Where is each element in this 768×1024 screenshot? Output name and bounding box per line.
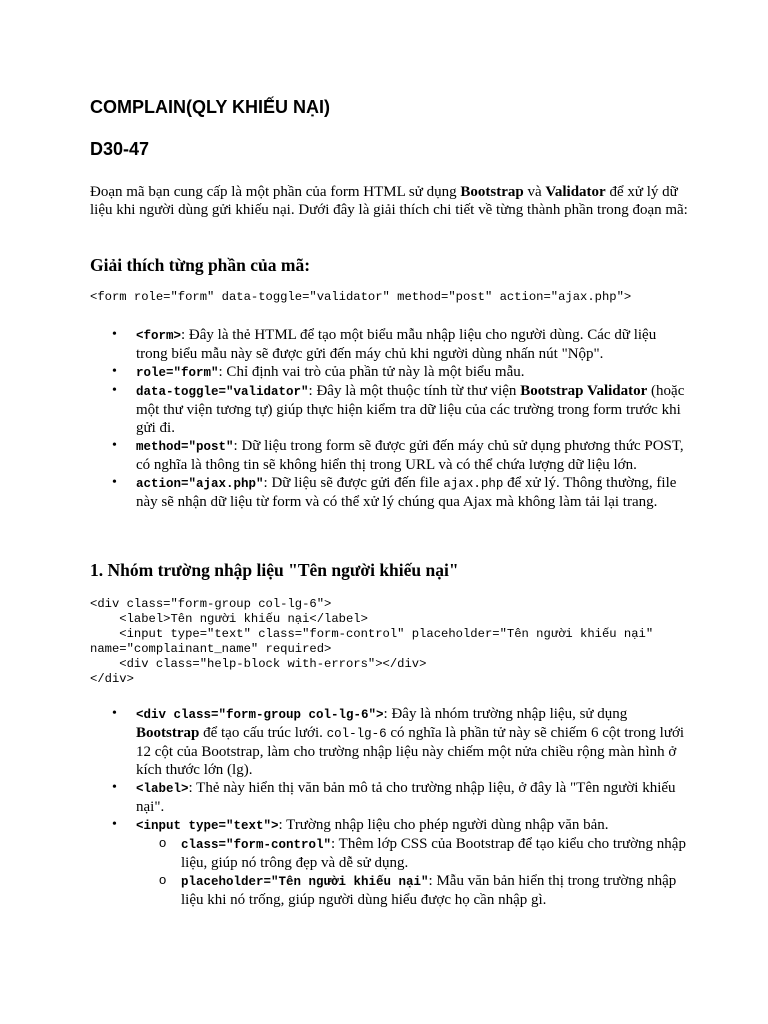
item-code: <div class="form-group col-lg-6"> [136,708,384,722]
item-code: role="form" [136,366,219,380]
group-code-block: <div class="form-group col-lg-6"> <label>Tên người khiếu nại</label> <input type="text" class="form-control" placeholder="Tên người khiếu nại" name="complainant_name" required> <div class="help-block with-errors"></div> </div> [90,597,654,686]
list-item [90,326,690,363]
item-code: <label> [136,782,189,796]
intro-bold-bootstrap: Bootstrap [460,184,524,200]
intro-paragraph [90,183,690,219]
intro-text-d: để xử lý dữ liệu khi người dùng gửi khiếu nại. Dưới đây là giải thích chi tiết về từng thành phần trong đoạn mã: [90,184,688,218]
item-code: data-toggle="validator" [136,385,309,399]
item-text: (hoặc một thư viện tương tự) giúp thực hiện kiểm tra dữ liệu của các trường trong form trước khi gửi đi. [136,383,685,436]
item-text: : Đây là một thuộc tính từ thư viện [308,383,521,399]
item-code: placeholder="Tên người khiếu nại" [181,875,429,889]
item-text: : Thêm lớp CSS của Bootstrap để tạo kiểu cho trường nhập liệu, giúp nó trông đẹp và dễ sử dụng. [181,836,686,871]
item-code: <form> [136,329,182,343]
sub-list-item [136,835,690,872]
list-item [90,437,690,474]
intro-text-a: Đoạn mã bạn cung cấp là một phần của form HTML sử dụng [90,184,461,200]
item-text: : Thẻ này hiển thị văn bản mô tả cho trường nhập liệu, ở đây là "Tên người khiếu nại". [136,780,676,815]
list-item [90,474,690,511]
list-item [90,705,690,779]
form-code-block: <form role="form" data-toggle="validator" method="post" action="ajax.php"> [90,290,632,304]
item-code: method="post" [136,440,234,454]
item-text: có nghĩa là phần tử này sẽ chiếm 6 cột trong lưới 12 cột của Bootstrap, làm cho trường nhập liệu này chiếm một nửa chiều rộng màn hình ở kích thước lớn (lg). [136,725,685,778]
item-text: : Dữ liệu sẽ được gửi đến file [263,475,444,491]
item-text: : Đây là nhóm trường nhập liệu, sử dụng [383,706,628,722]
section-heading-complainant-group: 1. Nhóm trường nhập liệu "Tên người khiếu nại" [90,560,459,580]
item-code: <input type="text"> [136,819,279,833]
item-text: : Trường nhập liệu cho phép người dùng nhập văn bản. [278,817,609,833]
item-code: action="ajax.php" [136,477,264,491]
group-attribute-list [90,705,690,909]
section-heading-explanation: Giải thích từng phần của mã: [90,255,311,275]
document-title: COMPLAIN(QLY KHIẾU NẠI) [90,97,331,117]
item-mono: ajax.php [443,477,504,491]
input-attribute-sublist [136,835,690,909]
item-bold: Bootstrap Validator [520,383,648,399]
item-text: : Chỉ định vai trò của phần tử này là một biểu mẫu. [218,364,525,380]
intro-text-c: và [523,184,546,200]
sub-list-item [136,872,690,909]
list-item [90,382,690,437]
item-text: : Mẫu văn bản hiển thị trong trường nhập liệu khi nó trống, giúp người dùng hiểu được họ cần nhập gì. [181,873,677,908]
document-code: D30-47 [90,139,150,159]
item-mono: col-lg-6 [326,727,387,741]
list-item [90,363,690,382]
item-text: : Dữ liệu trong form sẽ được gửi đến máy chủ sử dụng phương thức POST, có nghĩa là thông tin sẽ không hiển thị trong URL và có thể chứa lượng dữ liệu lớn. [136,438,684,473]
item-text: để tạo cấu trúc lưới. [199,725,327,741]
item-bold: Bootstrap [136,725,200,741]
item-code: class="form-control" [181,838,332,852]
form-attribute-list [90,326,690,511]
item-text: để xử lý. Thông thường, file này sẽ nhận dữ liệu từ form và có thể xử lý chúng qua Ajax mà không làm tải lại trang. [136,475,677,510]
intro-bold-validator: Validator [545,184,606,200]
list-item [90,816,690,909]
item-text: : Đây là thẻ HTML để tạo một biểu mẫu nhập liệu cho người dùng. Các dữ liệu trong biểu mẫu này sẽ được gửi đến máy chủ khi người dùng nhấn nút "Nộp". [136,327,657,362]
list-item [90,779,690,816]
